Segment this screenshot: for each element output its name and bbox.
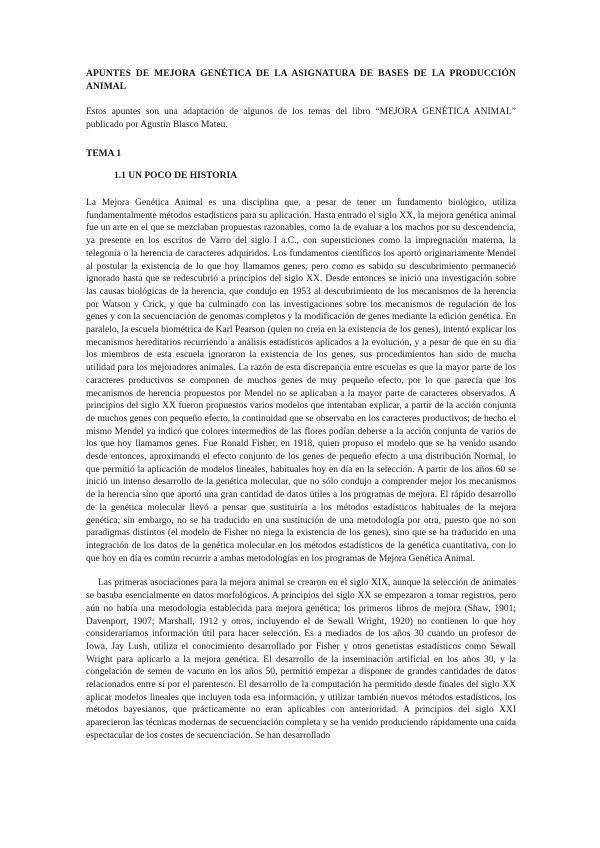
section-heading: 1.1 UN POCO DE HISTORIA — [114, 171, 238, 181]
chapter-heading: TEMA 1 — [86, 149, 122, 159]
page-content — [86, 68, 516, 743]
document-title: APUNTES DE MEJORA GENÉTICA DE LA ASIGNATURA DE BASES DE LA PRODUCCIÓN ANIMAL — [86, 69, 516, 92]
body-paragraph: La Mejora Genética Animal es una disciplina que, a pesar de tener un fundamento biológico, utiliza fundamentalmente métodos estadísticos para su aplicación. Hasta entrado el siglo XX, la mejora genética animal fue un arte en el que se mezclaban propuestas razonables, como la de evaluar a los machos por su descendencia, ya presente en los escritos de Varro del siglo I a.C., con supersticiones como la impregnación materna, la telegonía o la herencia de caracteres adquiridos. Los fundamentos científicos los aportó originariamente Mendel al postular la existencia de lo que hoy llamamos genes, pero como es sabido su descubrimiento permaneció ignorado hasta que se redescubrió a principios del siglo XX. Desde entonces se inició una investigación sobre las causas biológicas de la herencia, que condujo en 1953 al descubrimiento de los mecanismos de la herencia por Watson y Crick, y que ha culminado con las investigaciones sobre los mecanismos de regulación de los genes y con la secuenciación de genomas completos y la modificación de genes mediante la edición genética. En paralelo, la escuela biométrica de Karl Pearson (quien no creía en la existencia de los genes), intentó explicar los mecanismos hereditarios recurriendo a análisis estadísticos aplicados a la evolución, y a pesar de que en su día los miembros de esta escuela ignoraron la existencia de los genes, sus procedimientos han sido de mucha utilidad para los mejoradores animales. La razón de esta discrepancia entre escuelas es que la mayor parte de los caracteres productivos se componen de muchos genes de muy pequeño efecto, por lo que parecía que los mecanismos de herencia propuestos por Mendel no se aplicaban a la mayor parte de caracteres observados. A principios del siglo XX fueron propuestos varios modelos que intentaban explicar, a partir de la acción conjunta de muchos genes con pequeño efecto, la continuidad que se observaba en los caracteres productivos; de hecho el mismo Mendel ya indicó que colores intermedios de las flores podían deberse a la acción conjunta de varios de los que hoy llamamos genes. Fue Ronald Fisher, en 1918, quien propuso el modelo que se ha venido usando desde entonces, aproximando el efecto conjunto de los genes de pequeño efecto a una distribución Normal, lo que permitió la aplicación de modelos lineales, habituales hoy en día en la selección. A partir de los años 60 se inició un intenso desarrollo de la genética molecular, que no sólo condujo a comprender mejor los mecanismos de la herencia sino que aportó una gran cantidad de datos útiles a los programas de mejora. El rápido desarrollo de la genética molecular llevó a pensar que sustituiría a los métodos estadísticos habituales de la mejora genética; sin embargo, no se ha traducido en una sustitución de una metodología por otra, puesto que no son paradigmas distintos (el modelo de Fisher no niega la existencia de los genes), sino que se ha traducido en una integración de los datos de la genética molecular en los métodos estadísticos de la genética cuantitativa, con lo que hoy en día es común recurrir a ambas metodologías en los programas de Mejora Genética Animal. — [86, 198, 516, 564]
body-paragraph: Las primeras asociaciones para la mejora animal se crearon en el siglo XIX, aunque la selección de animales se basaba esencialmente en datos morfológicos. A principios del siglo XX se empezaron a tomar registros, pero aún no había una metodología establecida para mejora genética; los primeros libros de mejora (Shaw, 1901; Davenport, 1907; Marshall, 1912 y otros, incluyendo el de Sewall Wright, 1920) no contienen lo que hoy consideraríamos información útil para hacer selección. Es a mediados de los años 30 cuando un profesor de Iowa, Jay Lush, utiliza el conocimiento desarrollado por Fisher y otros genetistas estadísticos como Sewall Wright para aplicarlo a la mejora genética. El desarrollo de la inseminación artificial en los años 30, y la congelación de semen de vacuno en los años 50, permitió empezar a disponer de grandes cantidades de datos relacionados entre sí por el parentesco. El desarrollo de la computación ha permitido desde finales del siglo XX aplicar modelos lineales que incluyen toda esa información, y utilizar también nuevos métodos estadísticos, los métodos bayesianos, que prácticamente no eran aplicables con anterioridad. A principios del siglo XXI aparecieron las técnicas modernas de secuenciación completa y se ha venido produciendo rápidamente una caída espectacular de los costes de secuenciación. Se han desarrollado — [86, 578, 516, 741]
intro-paragraph: Estos apuntes son una adaptación de algunos de los temas del libro “MEJORA GENÉTICA ANIMAL” publicado por Agustín Blasco Mateu. — [86, 107, 516, 130]
